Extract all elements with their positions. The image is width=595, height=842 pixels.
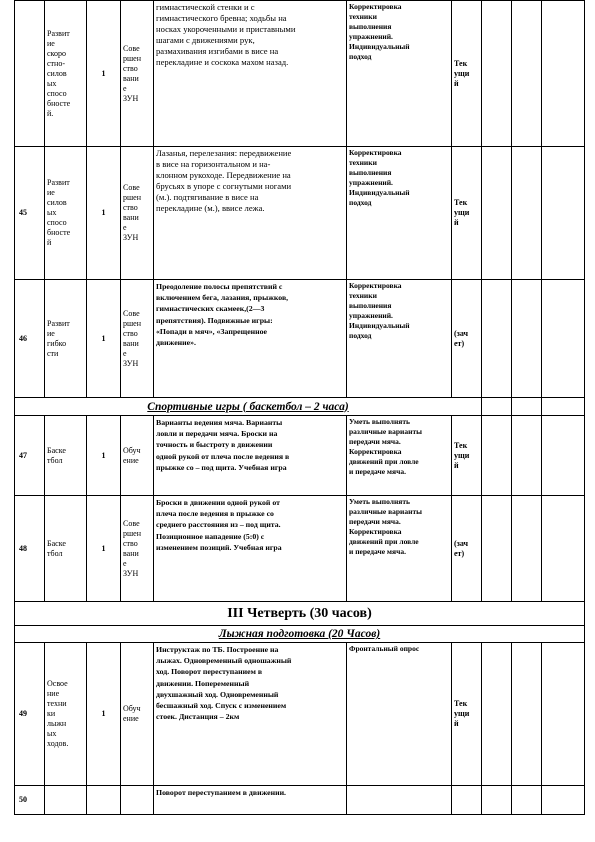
date-cell — [512, 1, 542, 147]
lesson-topic-line: лыжн — [47, 719, 67, 728]
lesson-content-line: плеча после ведения в прыжке со — [156, 509, 274, 519]
lesson-hours: 1 — [87, 147, 121, 280]
lesson-content-line: одной рукой от плеча после ведения в — [156, 451, 290, 461]
date-cell — [482, 1, 512, 147]
lesson-topic-line: Освое — [47, 679, 68, 688]
lesson-content-line: среднего расстояния из – под щита. — [156, 520, 281, 530]
lesson-requirements-line: Фронтальный опрос — [349, 644, 420, 653]
lesson-content-line: ход. Поворот переступанием в — [156, 667, 263, 677]
lesson-hours: 1 — [87, 280, 121, 398]
lesson-number: 47 — [15, 416, 45, 496]
lesson-type-line: ство — [123, 63, 138, 73]
section-ski — [15, 626, 585, 643]
lesson-topic-line: сти — [47, 348, 59, 358]
lesson-content-line: ловли и передачи мяча. Броски на — [156, 429, 278, 439]
lesson-content-line: изменением позиций. Учебная игра — [156, 542, 282, 552]
lesson-requirements-line: подход — [349, 198, 372, 207]
lesson-control-line: ущи — [454, 208, 470, 217]
date-cell — [482, 280, 512, 398]
date-cell — [482, 786, 512, 815]
lesson-topic-line: Баске — [47, 538, 66, 548]
lesson-number — [15, 1, 45, 147]
lesson-control — [452, 496, 482, 602]
lesson-requirements-line: Индивидуальный — [349, 42, 410, 51]
lesson-type-line: ршен — [123, 53, 141, 63]
lesson-topic-line: ых — [47, 729, 57, 738]
lesson-topic-line: скоро — [47, 48, 67, 58]
lesson-content-line: размахивания изгибами в висе на — [156, 46, 279, 56]
date-cell — [482, 398, 512, 416]
lesson-topic-line: й — [47, 238, 52, 247]
lesson-content — [154, 643, 347, 786]
lesson-type — [121, 496, 154, 602]
lesson-hours: 1 — [87, 496, 121, 602]
quarter-header-text: III Четверть (30 часов) — [227, 606, 372, 621]
lesson-requirements — [347, 786, 452, 815]
lesson-requirements — [347, 416, 452, 496]
lesson-content-line: перекладине и соскока махом назад. — [156, 57, 289, 67]
lesson-control-line: Тек — [454, 58, 468, 68]
lesson-topic-line: спосо — [47, 88, 67, 98]
lesson-control-line: ет) — [454, 548, 465, 558]
lesson-content-line: Инструктаж по ТБ. Построение на — [156, 645, 279, 654]
lesson-content-line: Броски в движении одной рукой от — [156, 498, 280, 507]
lesson-type-line: вани — [123, 213, 139, 222]
lesson-topic-line: бносте — [47, 98, 71, 108]
table-row — [15, 1, 585, 147]
lesson-content-line: препятствия). Подвижные игры: — [156, 315, 273, 325]
lesson-number: 50 — [15, 786, 45, 815]
lesson-topic — [45, 1, 87, 147]
lesson-requirements-line: подход — [349, 331, 372, 340]
section-basketball-text: Спортивные игры ( баскетбол – 2 часа) — [147, 400, 349, 413]
lesson-type-line: ЗУН — [123, 93, 139, 103]
lesson-type — [121, 786, 154, 815]
lesson-topic-line: тбол — [47, 548, 63, 558]
lesson-control-line: й — [454, 460, 459, 470]
lesson-type-line: ршен — [123, 318, 141, 328]
lesson-type — [121, 643, 154, 786]
date-cell — [512, 398, 542, 416]
lesson-content-line: перекладине (м.), ввисе лежа. — [156, 203, 265, 213]
date-cell — [482, 416, 512, 496]
lesson-plan-table — [14, 0, 585, 815]
lesson-type-line: ршен — [123, 193, 141, 202]
lesson-type-line: Сове — [123, 183, 140, 192]
lesson-type-line: ение — [123, 455, 139, 465]
lesson-hours — [87, 786, 121, 815]
lesson-topic-line: силов — [47, 198, 67, 207]
lesson-content-line: Лазанья, перелезания: передвижение — [156, 148, 292, 158]
lesson-content — [154, 1, 347, 147]
lesson-requirements-line: Индивидуальный — [349, 321, 410, 330]
date-cell — [482, 496, 512, 602]
lesson-type-line: ство — [123, 538, 138, 548]
lesson-type-line: вани — [123, 338, 139, 348]
lesson-requirements-line: выполнения — [349, 168, 392, 177]
lesson-content-line: брусьях в упоре с согнутыми ногами — [156, 181, 292, 191]
lesson-requirements-line: техники — [349, 291, 377, 300]
lesson-type-line: ство — [123, 328, 138, 338]
lesson-type-line: Сове — [123, 308, 140, 318]
lesson-type-line: вани — [123, 73, 139, 83]
lesson-control-line: ущи — [454, 68, 470, 78]
lesson-content-line: Преодоление полосы препятствий с — [156, 282, 283, 291]
lesson-requirements-line: подход — [349, 52, 372, 61]
lesson-control-line: ущи — [454, 709, 470, 718]
lesson-control — [452, 643, 482, 786]
lesson-control-line: Тек — [454, 198, 468, 207]
date-cell — [512, 496, 542, 602]
date-cell — [512, 280, 542, 398]
lesson-content-line: шагами с движениями рук, — [156, 35, 255, 45]
lesson-control-line: Тек — [454, 699, 468, 708]
lesson-requirements-line: и передаче мяча. — [349, 547, 406, 556]
lesson-requirements — [347, 1, 452, 147]
lesson-requirements-line: Уметь выполнять — [349, 417, 410, 426]
lesson-type-line: ЗУН — [123, 233, 139, 242]
lesson-content-line: (м.). подтягивание в висе на — [156, 192, 259, 202]
lesson-topic-line: гибко — [47, 338, 67, 348]
lesson-content-line: движении. Попеременный — [156, 678, 250, 688]
lesson-requirements-line: передачи мяча. — [349, 517, 401, 526]
lesson-topic-line: техни — [47, 699, 67, 708]
lesson-topic — [45, 496, 87, 602]
lesson-topic — [45, 280, 87, 398]
lesson-type-line: Обуч — [123, 445, 141, 455]
lesson-topic — [45, 416, 87, 496]
date-cell — [542, 147, 585, 280]
lesson-requirements-line: выполнения — [349, 22, 392, 31]
lesson-control-line: (зач — [454, 328, 469, 338]
table-row — [15, 643, 585, 786]
lesson-content-line: гимнастических скамеек,(2—3 — [156, 304, 265, 314]
lesson-requirements — [347, 280, 452, 398]
lesson-topic-line: й. — [47, 108, 54, 118]
lesson-content-line: Варианты ведения мяча. Варианты — [156, 418, 283, 427]
lesson-number: 46 — [15, 280, 45, 398]
lesson-topic-line: бносте — [47, 228, 71, 237]
lesson-type-line: е — [123, 558, 127, 568]
lesson-type-line: ство — [123, 203, 138, 212]
lesson-hours: 1 — [87, 1, 121, 147]
lesson-content-line: «Попади в мяч», «Запрещенное — [156, 326, 268, 336]
lesson-content-line: носках укороченными и приставными — [156, 24, 296, 34]
lesson-control-line: Тек — [454, 440, 468, 450]
lesson-topic-line: ходов. — [47, 739, 69, 748]
lesson-requirements-line: движений при ловле — [349, 457, 419, 466]
lesson-topic — [45, 643, 87, 786]
lesson-content-line: Поворот переступанием в движении. — [156, 788, 287, 797]
lesson-content — [154, 786, 347, 815]
lesson-type — [121, 416, 154, 496]
lesson-type — [121, 280, 154, 398]
lesson-content-line: гимнастического бревна; ходьбы на — [156, 13, 287, 23]
lesson-content-line: лыжах. Одновременный одношажный — [156, 656, 292, 666]
section-ski-title — [15, 626, 585, 643]
lesson-content-line: двухшажный ход. Одновременный — [156, 689, 279, 699]
lesson-requirements-line: Корректировка — [349, 2, 402, 11]
lesson-content-line: стоек. Дистанция – 2км — [156, 712, 240, 722]
date-cell — [542, 496, 585, 602]
lesson-topic-line: Развит — [47, 318, 70, 328]
lesson-control-line: й — [454, 218, 459, 227]
date-cell — [542, 398, 585, 416]
section-basketball-title — [15, 398, 482, 416]
date-cell — [542, 416, 585, 496]
lesson-type-line: Сове — [123, 43, 140, 53]
date-cell — [512, 786, 542, 815]
lesson-topic-line: тбол — [47, 455, 63, 465]
lesson-control — [452, 1, 482, 147]
lesson-type-line: вани — [123, 548, 139, 558]
lesson-topic-line: ки — [47, 709, 56, 718]
lesson-topic-line: силов — [47, 68, 67, 78]
lesson-topic-line: ние — [47, 689, 60, 698]
lesson-requirements-line: различные варианты — [349, 507, 422, 516]
lesson-topic-line: ых — [47, 78, 57, 88]
lesson-type-line: ршен — [123, 528, 141, 538]
lesson-type-line: ение — [123, 714, 139, 723]
date-cell — [542, 1, 585, 147]
lesson-requirements-line: Индивидуальный — [349, 188, 410, 197]
lesson-type-line: ЗУН — [123, 358, 139, 368]
date-cell — [512, 416, 542, 496]
lesson-control — [452, 147, 482, 280]
lesson-requirements-line: упражнений. — [349, 311, 393, 320]
lesson-topic-line: ие — [47, 328, 55, 338]
lesson-hours: 1 — [87, 416, 121, 496]
lesson-requirements-line: Корректировка — [349, 148, 402, 157]
lesson-control-line: (зач — [454, 538, 469, 548]
lesson-type-line: е — [123, 223, 127, 232]
lesson-topic-line: ие — [47, 38, 55, 48]
date-cell — [512, 643, 542, 786]
lesson-number: 45 — [15, 147, 45, 280]
lesson-requirements-line: выполнения — [349, 301, 392, 310]
lesson-type — [121, 147, 154, 280]
lesson-type — [121, 1, 154, 147]
lesson-requirements-line: движений при ловле — [349, 537, 419, 546]
lesson-requirements-line: Корректировка — [349, 527, 402, 536]
lesson-requirements-line: Корректировка — [349, 447, 402, 456]
lesson-content-line: движение». — [156, 338, 196, 348]
lesson-content-line: прыжке со – под щита. Учебная игра — [156, 462, 287, 472]
lesson-content-line: гимнастической стенки и с — [156, 2, 255, 12]
lesson-requirements-line: техники — [349, 158, 377, 167]
table-row — [15, 280, 585, 398]
lesson-requirements — [347, 496, 452, 602]
lesson-requirements — [347, 643, 452, 786]
lesson-control-line: ущи — [454, 450, 470, 460]
lesson-content-line: точность и быстроту в движении — [156, 440, 273, 450]
lesson-control — [452, 280, 482, 398]
table-row — [15, 496, 585, 602]
lesson-topic-line: Баске — [47, 445, 66, 455]
lesson-content — [154, 416, 347, 496]
lesson-number: 49 — [15, 643, 45, 786]
lesson-control — [452, 416, 482, 496]
lesson-topic-line: спосо — [47, 218, 67, 227]
lesson-content-line: клонном рукоходе. Передвижение на — [156, 170, 291, 180]
lesson-content-line: в висе на горизонтальном и на- — [156, 159, 271, 169]
lesson-type-line: Сове — [123, 518, 140, 528]
lesson-content — [154, 496, 347, 602]
table-row — [15, 786, 585, 815]
table-row — [15, 416, 585, 496]
date-cell — [542, 786, 585, 815]
lesson-control-line: й — [454, 78, 459, 88]
lesson-requirements-line: и передаче мяча. — [349, 467, 406, 476]
date-cell — [482, 643, 512, 786]
date-cell — [482, 147, 512, 280]
quarter-header — [15, 602, 585, 626]
lesson-content-line: включением бега, лазания, прыжков, — [156, 293, 289, 303]
lesson-requirements-line: техники — [349, 12, 377, 21]
lesson-type-line: е — [123, 348, 127, 358]
table-row — [15, 147, 585, 280]
date-cell — [542, 280, 585, 398]
lesson-content-line: бесшажный ход. Спуск с изменением — [156, 701, 287, 711]
lesson-topic-line: Развит — [47, 28, 70, 38]
lesson-number: 48 — [15, 496, 45, 602]
lesson-content — [154, 147, 347, 280]
lesson-topic-line: стно- — [47, 58, 65, 68]
lesson-control — [452, 786, 482, 815]
lesson-type-line: ЗУН — [123, 568, 139, 578]
lesson-hours: 1 — [87, 643, 121, 786]
lesson-content-line: Позиционное нападение (5:0) с — [156, 531, 265, 541]
lesson-topic-line: ых — [47, 208, 57, 217]
lesson-topic — [45, 786, 87, 815]
lesson-topic — [45, 147, 87, 280]
lesson-topic-line: Развит — [47, 178, 70, 187]
lesson-plan-sheet — [14, 0, 584, 815]
lesson-requirements — [347, 147, 452, 280]
lesson-control-line: й — [454, 719, 459, 728]
lesson-requirements-line: Корректировка — [349, 281, 402, 290]
lesson-requirements-line: передачи мяча. — [349, 437, 401, 446]
quarter-header-title — [15, 602, 585, 626]
lesson-requirements-line: различные варианты — [349, 427, 422, 436]
date-cell — [542, 643, 585, 786]
lesson-type-line: Обуч — [123, 704, 141, 713]
lesson-requirements-line: упражнений. — [349, 32, 393, 41]
date-cell — [512, 147, 542, 280]
section-basketball — [15, 398, 585, 416]
lesson-requirements-line: Уметь выполнять — [349, 497, 410, 506]
lesson-type-line: е — [123, 83, 127, 93]
lesson-content — [154, 280, 347, 398]
section-ski-text: Лыжная подготовка (20 Часов) — [218, 628, 381, 640]
lesson-control-line: ет) — [454, 338, 465, 348]
lesson-requirements-line: упражнений. — [349, 178, 393, 187]
lesson-topic-line: ие — [47, 188, 55, 197]
